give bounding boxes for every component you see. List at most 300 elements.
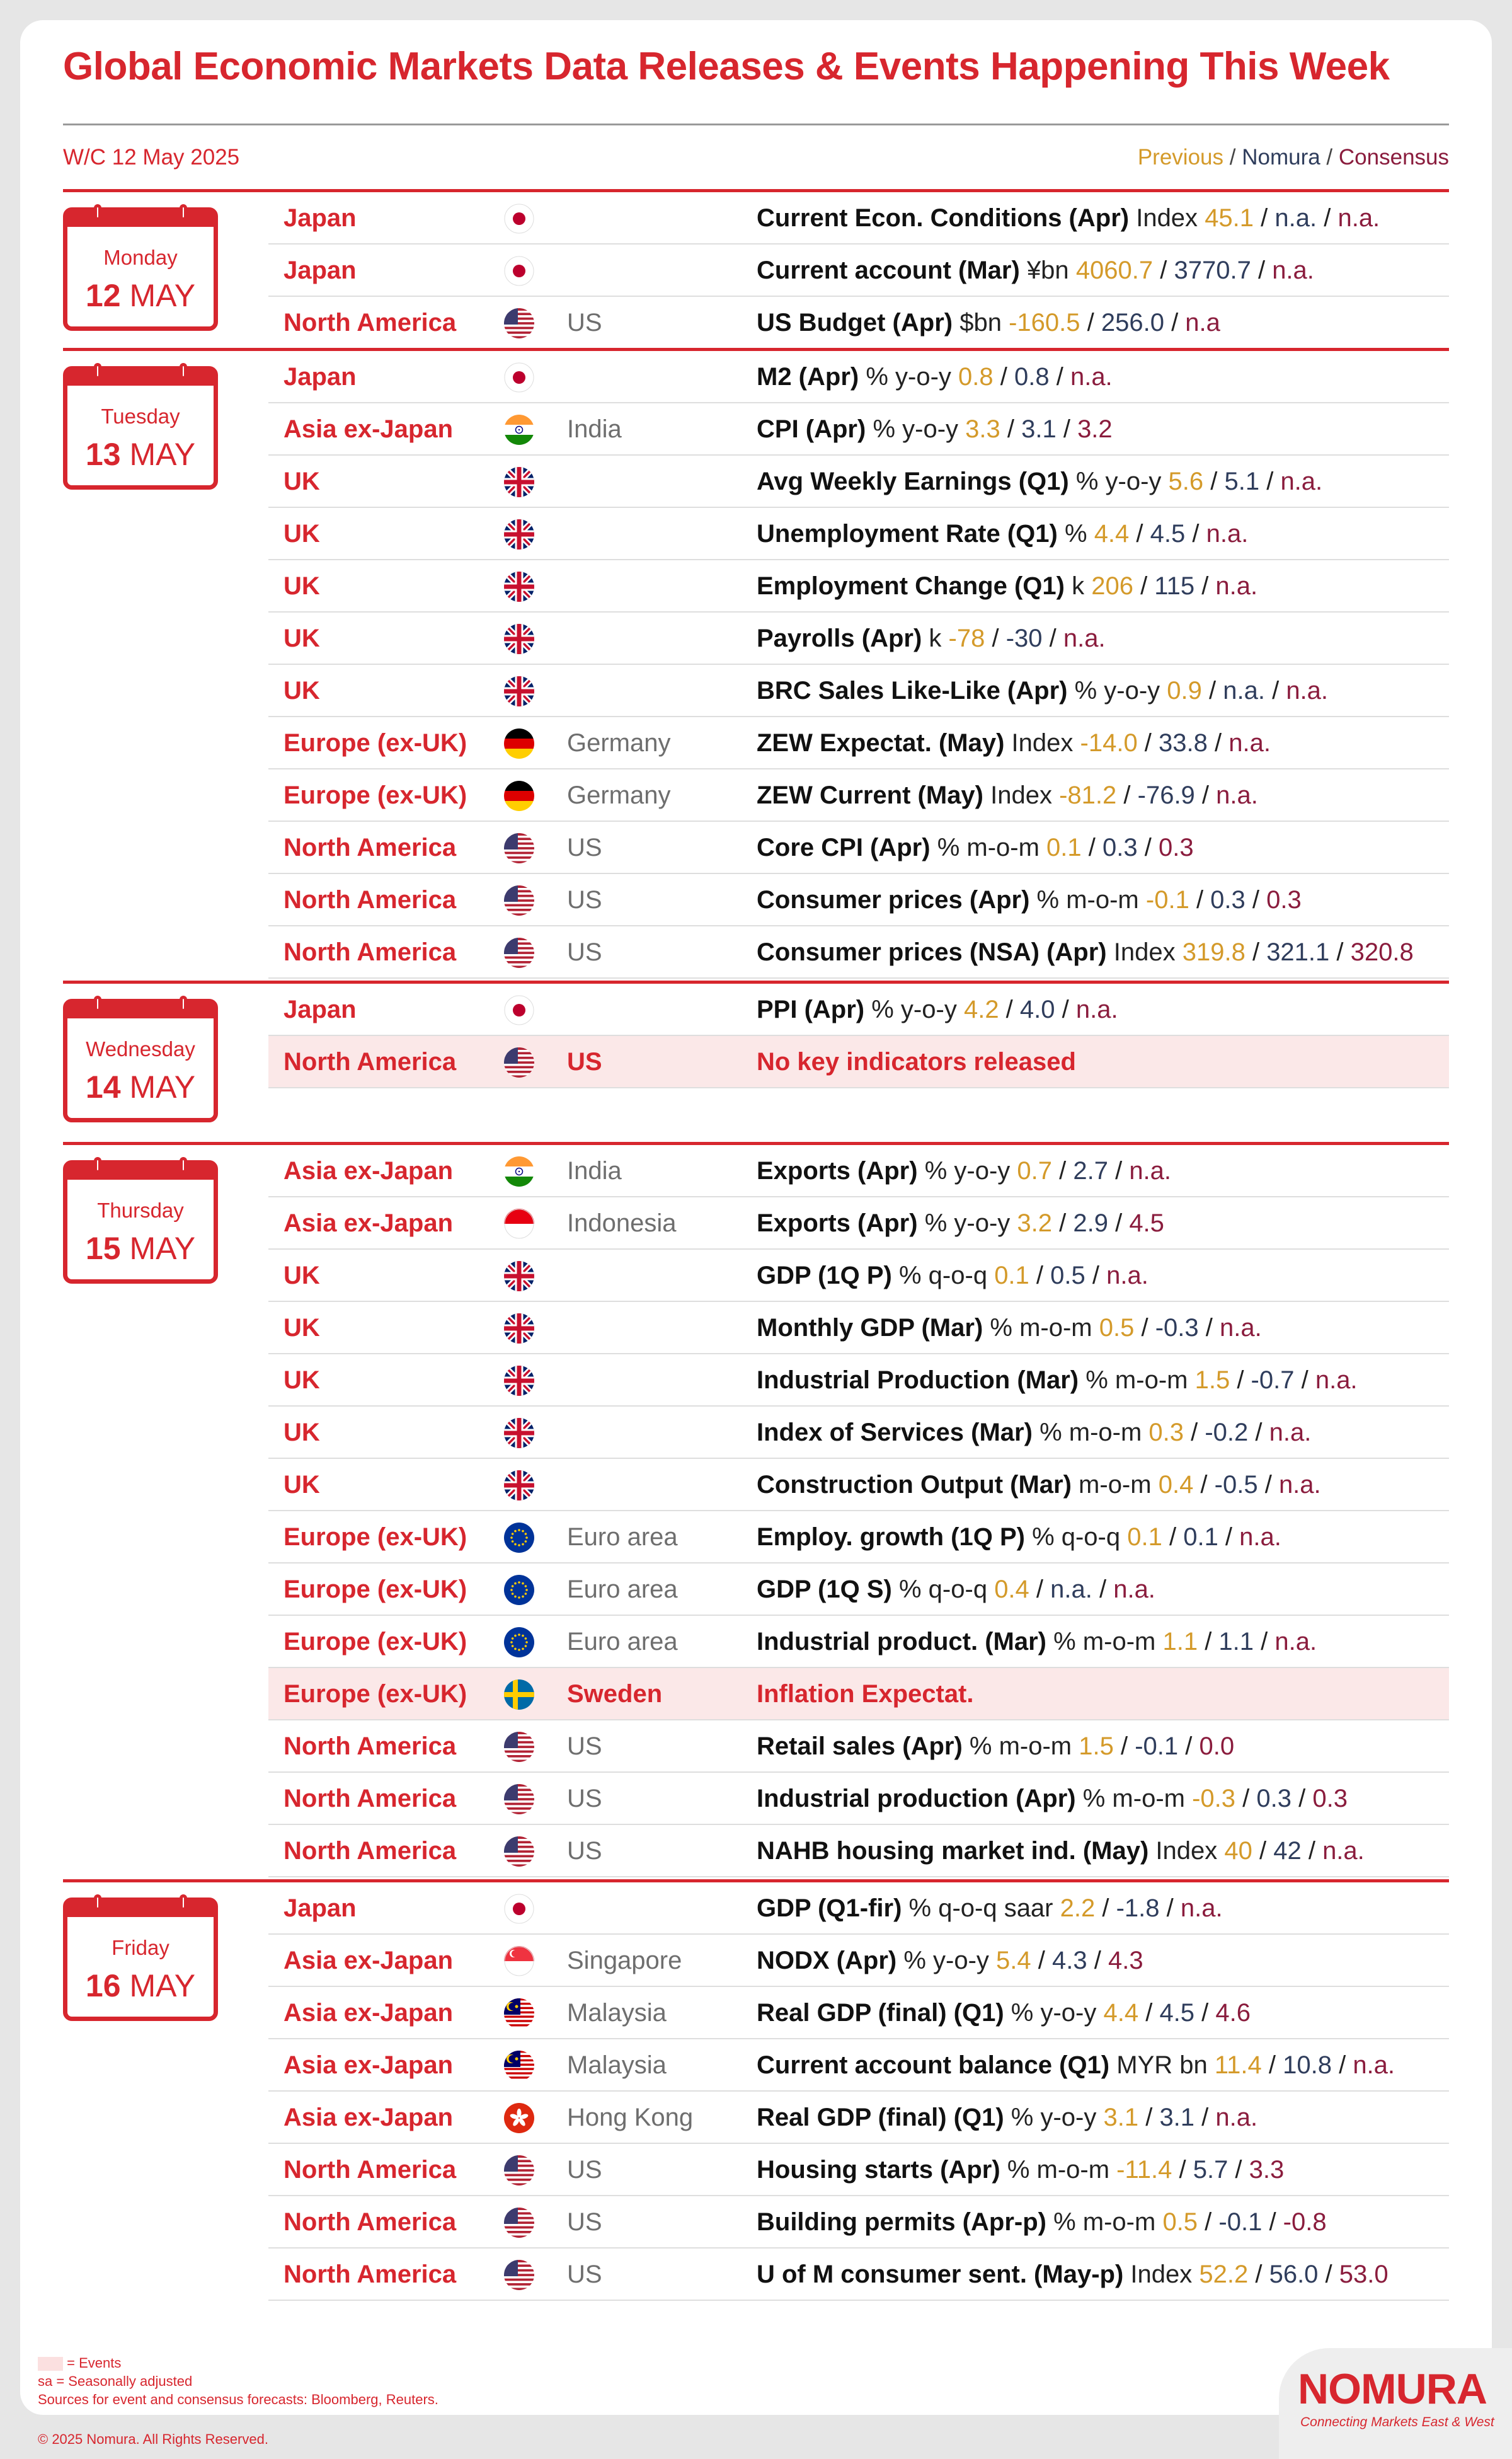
country-label: US <box>567 834 602 861</box>
indicator-name: Retail sales (Apr) <box>757 1732 963 1760</box>
nomura-value: 56.0 <box>1269 2260 1319 2288</box>
sa-note: sa = Seasonally adjusted <box>38 2373 193 2389</box>
indicator-unit: k <box>1072 572 1085 600</box>
region-label: Europe (ex-UK) <box>284 1575 467 1603</box>
indicator-name: Building permits (Apr-p) <box>757 2208 1046 2236</box>
country-label: US <box>567 1837 602 1865</box>
consensus-value: 4.6 <box>1215 1999 1251 2027</box>
region-label: North America <box>284 834 457 861</box>
calendar-icon-monday <box>63 207 218 331</box>
us-flag-icon <box>504 2155 534 2185</box>
indicator-cell: Housing starts (Apr) % m-o-m -11.4 / 5.7 / 3.3 <box>757 2156 1285 2184</box>
events-note: = Events <box>67 2355 122 2371</box>
nomura-value: 0.3 <box>1256 1785 1292 1812</box>
indicator-cell: M2 (Apr) % y-o-y 0.8 / 0.8 / n.a. <box>757 363 1113 391</box>
table-row <box>268 613 1449 665</box>
region-label: UK <box>284 468 320 495</box>
previous-value: 4.4 <box>1103 1999 1139 2027</box>
table-row <box>268 665 1449 717</box>
singapore-flag-icon <box>504 1946 534 1976</box>
consensus-value: n.a. <box>1280 468 1323 495</box>
table-row <box>268 874 1449 926</box>
title-divider <box>63 124 1449 125</box>
nomura-value: 321.1 <box>1266 938 1330 966</box>
region-label: Japan <box>284 363 357 391</box>
indicator-unit: % y-o-y <box>903 1947 989 1974</box>
region-label: Europe (ex-UK) <box>284 729 467 757</box>
event-row <box>268 1668 1449 1720</box>
us-flag-icon <box>504 308 534 338</box>
day-name: Wednesday <box>86 1037 195 1061</box>
indicator-unit: Index <box>1136 204 1198 232</box>
indicator-name: Avg Weekly Earnings (Q1) <box>757 468 1069 495</box>
table-row <box>268 1302 1449 1354</box>
indicator-cell: Core CPI (Apr) % m-o-m 0.1 / 0.3 / 0.3 <box>757 834 1194 861</box>
day-date <box>67 1967 214 2004</box>
indicator-name: NODX (Apr) <box>757 1947 897 1974</box>
indicator-name: Inflation Expectat. <box>757 1680 974 1708</box>
indicator-cell: Current Econ. Conditions (Apr) Index 45.1 / n.a. / n.a. <box>757 204 1380 232</box>
consensus-value: n.a. <box>1070 363 1113 391</box>
table-row <box>268 2196 1449 2249</box>
indicator-unit: Index <box>1130 2260 1193 2288</box>
indicator-unit: m-o-m <box>1079 1471 1152 1499</box>
indicator-cell: US Budget (Apr) $bn -160.5 / 256.0 / n.a <box>757 309 1220 337</box>
calendar-icon-thursday <box>63 1160 218 1284</box>
country-label: Germany <box>567 729 671 757</box>
uk-flag-icon <box>504 1470 534 1500</box>
region-label: North America <box>284 1837 457 1865</box>
indicator-unit: % y-o-y <box>924 1157 1011 1185</box>
previous-value: 3.3 <box>965 415 1000 443</box>
consensus-value: n.a. <box>1315 1366 1358 1394</box>
consensus-value: 0.3 <box>1158 834 1194 861</box>
consensus-value: n.a. <box>1272 256 1314 284</box>
indicator-name: Unemployment Rate (Q1) <box>757 520 1058 548</box>
consensus-value: 4.5 <box>1129 1209 1164 1237</box>
region-label: UK <box>284 625 320 652</box>
indicator-unit: % y-o-y <box>873 415 959 443</box>
uk-flag-icon <box>504 1261 534 1291</box>
region-label: UK <box>284 677 320 705</box>
japan-flag-icon <box>504 204 534 234</box>
legend-nomura: Nomura <box>1242 145 1320 170</box>
indicator-name: NAHB housing market ind. (May) <box>757 1837 1149 1865</box>
region-label: Asia ex-Japan <box>284 2104 454 2131</box>
legend-separator: / <box>1326 145 1333 170</box>
consensus-value: n.a. <box>1228 729 1271 757</box>
day-date <box>67 436 214 473</box>
page-title: Global Economic Markets Data Releases & Events Happening This Week <box>63 45 1390 88</box>
day-month: MAY <box>129 1231 196 1266</box>
country-label: US <box>567 1732 602 1760</box>
consensus-value: 0.3 <box>1266 886 1302 914</box>
table-row <box>268 926 1449 979</box>
nomura-value: 0.8 <box>1014 363 1050 391</box>
indicator-name: Current account (Mar) <box>757 256 1020 284</box>
indicator-unit: Index <box>1113 938 1176 966</box>
table-row <box>268 1354 1449 1407</box>
nomura-value: -76.9 <box>1137 781 1195 809</box>
nomura-value: 1.1 <box>1218 1628 1254 1656</box>
indonesia-flag-icon <box>504 1209 534 1239</box>
country-label: Malaysia <box>567 2051 667 2079</box>
table-row <box>268 1511 1449 1564</box>
indicator-cell: CPI (Apr) % y-o-y 3.3 / 3.1 / 3.2 <box>757 415 1113 443</box>
indicator-name: GDP (Q1-fir) <box>757 1894 902 1922</box>
eu-flag-icon <box>504 1627 534 1657</box>
previous-value: 5.4 <box>996 1947 1031 1974</box>
previous-value: -0.3 <box>1192 1785 1236 1812</box>
table-row <box>268 1773 1449 1825</box>
previous-value: 4.4 <box>1094 520 1130 548</box>
legend-consensus: Consensus <box>1338 145 1449 170</box>
table-row <box>268 403 1449 456</box>
indicator-unit: % m-o-m <box>1036 886 1139 914</box>
region-label: UK <box>284 520 320 548</box>
indicator-cell: Payrolls (Apr) k -78 / -30 / n.a. <box>757 625 1106 652</box>
consensus-value: n.a. <box>1180 1894 1223 1922</box>
indicator-unit: % m-o-m <box>1085 1366 1188 1394</box>
uk-flag-icon <box>504 467 534 497</box>
week-commencing: W/C 12 May 2025 <box>63 145 240 170</box>
uk-flag-icon <box>504 572 534 602</box>
country-label: US <box>567 1785 602 1812</box>
region-label: North America <box>284 309 457 337</box>
indicator-unit: % m-o-m <box>1040 1419 1142 1446</box>
consensus-value: n.a. <box>1106 1262 1148 1289</box>
table-row <box>268 1935 1449 1987</box>
day-name: Friday <box>112 1936 169 1959</box>
previous-value: 4060.7 <box>1075 256 1154 284</box>
nomura-value: 3770.7 <box>1174 256 1251 284</box>
previous-value: 0.1 <box>1046 834 1082 861</box>
indicator-name: Real GDP (final) (Q1) <box>757 1999 1004 2027</box>
day-month: MAY <box>129 1968 196 2003</box>
previous-value: 319.8 <box>1182 938 1246 966</box>
indicator-unit: % q-o-q <box>899 1575 988 1603</box>
region-label: UK <box>284 1419 320 1446</box>
uk-flag-icon <box>504 1313 534 1344</box>
consensus-value: n.a <box>1185 309 1220 337</box>
indicator-unit: % m-o-m <box>1007 2156 1110 2184</box>
us-flag-icon <box>504 1732 534 1762</box>
indicator-name: PPI (Apr) <box>757 996 865 1023</box>
germany-flag-icon <box>504 781 534 811</box>
calendar-ring <box>180 1157 187 1173</box>
indicator-unit: % y-o-y <box>1074 677 1160 705</box>
indicator-cell: ZEW Expectat. (May) Index -14.0 / 33.8 / n.a. <box>757 729 1271 757</box>
table-row <box>268 717 1449 769</box>
indicator-name: ZEW Current (May) <box>757 781 983 809</box>
indicator-name: GDP (1Q S) <box>757 1575 892 1603</box>
indicator-unit: % m-o-m <box>1053 1628 1156 1656</box>
us-flag-icon <box>504 1836 534 1867</box>
day-number: 14 <box>85 1069 121 1105</box>
country-label: US <box>567 938 602 966</box>
nomura-value: -0.7 <box>1251 1366 1295 1394</box>
previous-value: 1.1 <box>1162 1628 1198 1656</box>
country-label: Euro area <box>567 1575 678 1603</box>
day-month: MAY <box>129 437 196 472</box>
table-row <box>268 984 1449 1036</box>
calendar-ring <box>180 996 187 1012</box>
copyright: © 2025 Nomura. All Rights Reserved. <box>38 2431 268 2447</box>
logo-wordmark: NOMURA <box>1298 2365 1487 2413</box>
us-flag-icon <box>504 938 534 968</box>
indicator-unit: % y-o-y <box>1075 468 1162 495</box>
nomura-value: -1.8 <box>1116 1894 1160 1922</box>
nomura-value: 0.1 <box>1183 1523 1218 1551</box>
indicator-cell: Real GDP (final) (Q1) % y-o-y 4.4 / 4.5 / 4.6 <box>757 1999 1251 2027</box>
region-label: Japan <box>284 204 357 232</box>
nomura-value: n.a. <box>1223 677 1265 705</box>
calendar-ring <box>94 363 101 379</box>
indicator-cell: Exports (Apr) % y-o-y 0.7 / 2.7 / n.a. <box>757 1157 1172 1185</box>
previous-value: -14.0 <box>1080 729 1138 757</box>
indicator-cell: Industrial product. (Mar) % m-o-m 1.1 / 1.1 / n.a. <box>757 1628 1317 1656</box>
event-row <box>268 1036 1449 1088</box>
region-label: UK <box>284 1366 320 1394</box>
country-label: Euro area <box>567 1628 678 1656</box>
region-label: UK <box>284 1314 320 1342</box>
region-label: Asia ex-Japan <box>284 1999 454 2027</box>
nomura-value: 2.7 <box>1073 1157 1108 1185</box>
table-row <box>268 2144 1449 2196</box>
uk-flag-icon <box>504 1366 534 1396</box>
day-number: 13 <box>85 437 121 472</box>
indicator-cell: Avg Weekly Earnings (Q1) % y-o-y 5.6 / 5.1 / n.a. <box>757 468 1323 495</box>
table-row <box>268 1616 1449 1668</box>
nomura-value: 42 <box>1273 1837 1302 1865</box>
indicator-cell: Employment Change (Q1) k 206 / 115 / n.a. <box>757 572 1258 600</box>
indicator-unit: Index <box>1155 1837 1218 1865</box>
day-name: Thursday <box>97 1199 184 1222</box>
table-row <box>268 2249 1449 2301</box>
indicator-cell: Consumer prices (Apr) % m-o-m -0.1 / 0.3 / 0.3 <box>757 886 1302 914</box>
previous-value: 45.1 <box>1205 204 1254 232</box>
country-label: Hong Kong <box>567 2104 694 2131</box>
indicator-name: Construction Output (Mar) <box>757 1471 1072 1499</box>
japan-flag-icon <box>504 362 534 393</box>
region-label: UK <box>284 572 320 600</box>
consensus-value: n.a. <box>1075 996 1118 1023</box>
calendar-ring <box>94 1157 101 1173</box>
indicator-name: Employ. growth (1Q P) <box>757 1523 1025 1551</box>
nomura-value: -0.2 <box>1205 1419 1249 1446</box>
indicator-unit: % m-o-m <box>990 1314 1092 1342</box>
nomura-value: 4.3 <box>1052 1947 1087 1974</box>
indicator-cell: Building permits (Apr-p) % m-o-m 0.5 / -0.1 / -0.8 <box>757 2208 1327 2236</box>
region-label: Japan <box>284 996 357 1023</box>
indicator-name: Exports (Apr) <box>757 1157 918 1185</box>
indicator-cell: Employ. growth (1Q P) % q-o-q 0.1 / 0.1 / n.a. <box>757 1523 1281 1551</box>
table-row <box>268 1407 1449 1459</box>
region-label: Asia ex-Japan <box>284 1209 454 1237</box>
table-row <box>268 508 1449 560</box>
india-flag-icon <box>504 415 534 445</box>
indicator-cell: Retail sales (Apr) % m-o-m 1.5 / -0.1 / 0.0 <box>757 1732 1235 1760</box>
nomura-value: 10.8 <box>1283 2051 1332 2079</box>
us-flag-icon <box>504 2260 534 2290</box>
nomura-value: 5.7 <box>1193 2156 1228 2184</box>
calendar-ring <box>180 1894 187 1911</box>
table-row <box>268 1987 1449 2039</box>
day-name: Tuesday <box>101 405 180 428</box>
indicator-unit: % q-o-q <box>1032 1523 1121 1551</box>
region-label: Japan <box>284 256 357 284</box>
day-date <box>67 1230 214 1267</box>
nomura-value: 0.5 <box>1050 1262 1085 1289</box>
indicator-name: Current account balance (Q1) <box>757 2051 1110 2079</box>
eu-flag-icon <box>504 1523 534 1553</box>
nomura-value: 256.0 <box>1101 309 1164 337</box>
indicator-unit: % m-o-m <box>1082 1785 1185 1812</box>
region-label: UK <box>284 1471 320 1499</box>
table-row <box>268 192 1449 245</box>
region-label: Asia ex-Japan <box>284 1157 454 1185</box>
events-swatch <box>38 2357 63 2371</box>
country-label: US <box>567 2156 602 2184</box>
previous-value: 0.4 <box>1158 1471 1194 1499</box>
consensus-value: 4.3 <box>1108 1947 1143 1974</box>
calendar-header-bar <box>67 371 214 386</box>
consensus-value: 0.0 <box>1199 1732 1235 1760</box>
table-row <box>268 1250 1449 1302</box>
indicator-name: Industrial production (Apr) <box>757 1785 1076 1812</box>
consensus-value: 320.8 <box>1350 938 1414 966</box>
consensus-value: n.a. <box>1322 1837 1365 1865</box>
indicator-name: Industrial product. (Mar) <box>757 1628 1046 1656</box>
table-row <box>268 351 1449 403</box>
nomura-value: n.a. <box>1274 204 1317 232</box>
table-row <box>268 1564 1449 1616</box>
indicator-cell <box>757 1036 1076 1088</box>
region-label: Asia ex-Japan <box>284 1947 454 1974</box>
indicator-cell: Monthly GDP (Mar) % m-o-m 0.5 / -0.3 / n.a. <box>757 1314 1262 1342</box>
value-legend <box>1138 145 1449 170</box>
region-label: Japan <box>284 1894 357 1922</box>
country-label: India <box>567 415 622 443</box>
previous-value: 4.2 <box>963 996 999 1023</box>
indicator-unit: % m-o-m <box>1053 2208 1156 2236</box>
us-flag-icon <box>504 1047 534 1078</box>
us-flag-icon <box>504 833 534 863</box>
legend-previous: Previous <box>1137 145 1223 170</box>
region-label: Europe (ex-UK) <box>284 1523 467 1551</box>
country-label: US <box>567 1048 602 1076</box>
day-number: 16 <box>85 1968 121 2003</box>
indicator-cell: GDP (1Q P) % q-o-q 0.1 / 0.5 / n.a. <box>757 1262 1148 1289</box>
table-row <box>268 456 1449 508</box>
region-label: North America <box>284 2208 457 2236</box>
country-label: US <box>567 2208 602 2236</box>
region-label: North America <box>284 2260 457 2288</box>
indicator-name: Current Econ. Conditions (Apr) <box>757 204 1130 232</box>
previous-value: 1.5 <box>1194 1366 1230 1394</box>
consensus-value: n.a. <box>1113 1575 1155 1603</box>
indicator-name: ZEW Expectat. (May) <box>757 729 1005 757</box>
indicator-cell: GDP (1Q S) % q-o-q 0.4 / n.a. / n.a. <box>757 1575 1155 1603</box>
consensus-value: 3.2 <box>1077 415 1113 443</box>
indicator-unit: % y-o-y <box>924 1209 1011 1237</box>
previous-value: -0.1 <box>1145 886 1189 914</box>
consensus-value: n.a. <box>1337 204 1380 232</box>
indicator-name: Consumer prices (NSA) (Apr) <box>757 938 1107 966</box>
eu-flag-icon <box>504 1575 534 1605</box>
nomura-value: -0.1 <box>1135 1732 1179 1760</box>
indicator-unit: $bn <box>959 309 1002 337</box>
indicator-cell: Exports (Apr) % y-o-y 3.2 / 2.9 / 4.5 <box>757 1209 1164 1237</box>
indicator-name: Exports (Apr) <box>757 1209 918 1237</box>
table-row <box>268 1882 1449 1935</box>
nomura-value: 0.3 <box>1210 886 1246 914</box>
table-row <box>268 245 1449 297</box>
nomura-value: 3.1 <box>1021 415 1057 443</box>
region-label: North America <box>284 1732 457 1760</box>
country-label: India <box>567 1157 622 1185</box>
nomura-value: 4.5 <box>1159 1999 1195 2027</box>
region-label: UK <box>284 1262 320 1289</box>
region-label: North America <box>284 2156 457 2184</box>
region-label: Europe (ex-UK) <box>284 1680 467 1708</box>
previous-value: 3.1 <box>1103 2104 1139 2131</box>
day-number: 12 <box>85 278 121 313</box>
nomura-value: n.a. <box>1050 1575 1092 1603</box>
germany-flag-icon <box>504 728 534 759</box>
us-flag-icon <box>504 885 534 916</box>
previous-value: -11.4 <box>1116 2156 1172 2184</box>
indicator-name: Monthly GDP (Mar) <box>757 1314 983 1342</box>
nomura-value: -0.5 <box>1214 1471 1258 1499</box>
indicator-unit: % m-o-m <box>937 834 1040 861</box>
indicator-name: BRC Sales Like-Like (Apr) <box>757 677 1068 705</box>
previous-value: 0.1 <box>994 1262 1029 1289</box>
indicator-unit: % <box>1064 520 1087 548</box>
previous-value: 52.2 <box>1199 2260 1249 2288</box>
table-row <box>268 2039 1449 2092</box>
previous-value: 40 <box>1224 1837 1252 1865</box>
indicator-cell: NODX (Apr) % y-o-y 5.4 / 4.3 / 4.3 <box>757 1947 1143 1974</box>
indicator-cell: NAHB housing market ind. (May) Index 40 / 42 / n.a. <box>757 1837 1365 1865</box>
consensus-value: 3.3 <box>1249 2156 1285 2184</box>
nomura-value: -0.1 <box>1218 2208 1263 2236</box>
indicator-name: Employment Change (Q1) <box>757 572 1065 600</box>
indicator-cell: Current account balance (Q1) MYR bn 11.4 / 10.8 / n.a. <box>757 2051 1395 2079</box>
japan-flag-icon <box>504 1894 534 1924</box>
country-label: Singapore <box>567 1947 682 1974</box>
indicator-name: Core CPI (Apr) <box>757 834 931 861</box>
legend-separator: / <box>1229 145 1236 170</box>
consensus-value: n.a. <box>1239 1523 1281 1551</box>
calendar-icon-wednesday <box>63 999 218 1122</box>
indicator-unit: Index <box>990 781 1052 809</box>
country-label: Germany <box>567 781 671 809</box>
indicator-name: M2 (Apr) <box>757 363 859 391</box>
indicator-cell: Industrial production (Apr) % m-o-m -0.3 / 0.3 / 0.3 <box>757 1785 1348 1812</box>
consensus-value: n.a. <box>1219 1314 1262 1342</box>
malaysia-flag-icon <box>504 2051 534 2081</box>
region-label: Asia ex-Japan <box>284 2051 454 2079</box>
table-row <box>268 560 1449 613</box>
table-row <box>268 769 1449 822</box>
uk-flag-icon <box>504 624 534 654</box>
indicator-name: Industrial Production (Mar) <box>757 1366 1079 1394</box>
nomura-value: 5.1 <box>1224 468 1260 495</box>
region-label: Asia ex-Japan <box>284 415 454 443</box>
indicator-cell: ZEW Current (May) Index -81.2 / -76.9 / n.a. <box>757 781 1258 809</box>
consensus-value: n.a. <box>1063 625 1106 652</box>
